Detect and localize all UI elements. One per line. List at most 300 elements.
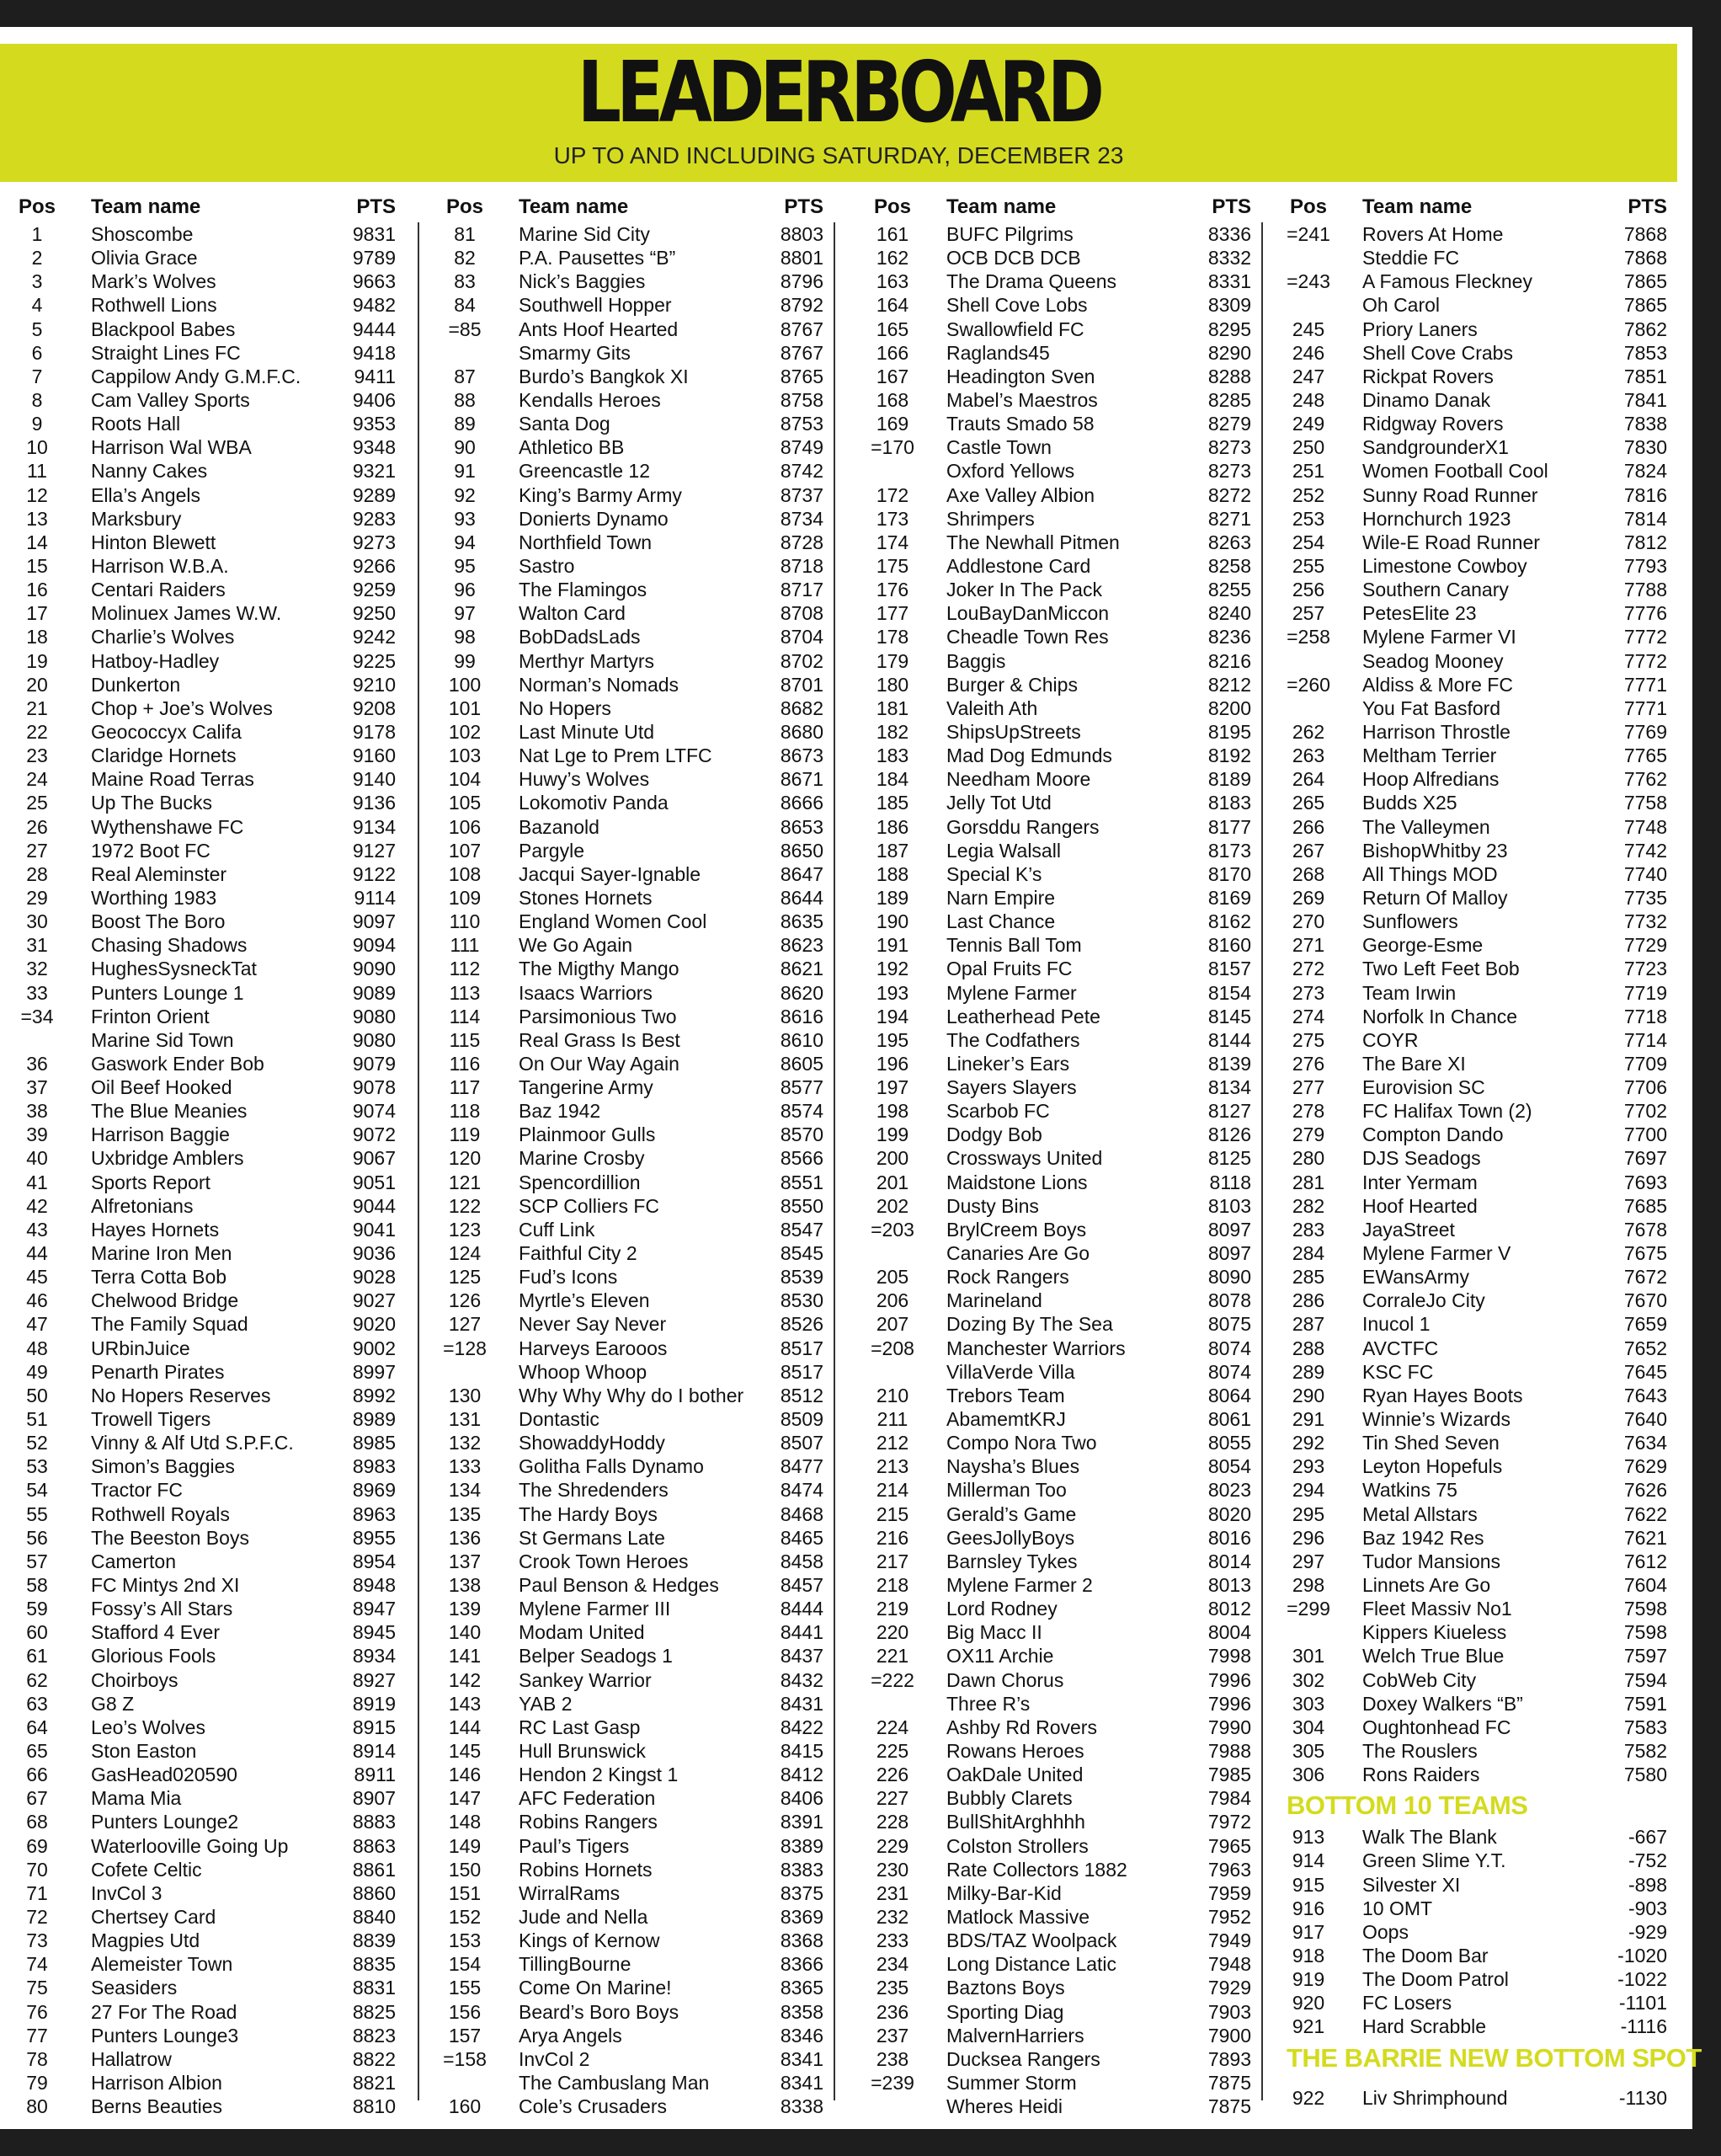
row-points: 8821 xyxy=(352,2071,396,2094)
row-team-name: Bubbly Clarets xyxy=(946,1787,1073,1810)
table-row xyxy=(864,815,1285,839)
row-position: 266 xyxy=(1292,815,1325,838)
row-points: 8406 xyxy=(780,1787,823,1810)
row-points: 8863 xyxy=(352,1834,396,1857)
row-team-name: Oughtonhead FC xyxy=(1362,1716,1511,1738)
row-points: 8526 xyxy=(780,1313,823,1336)
table-row xyxy=(8,507,429,531)
table-row xyxy=(436,601,857,625)
row-position: 120 xyxy=(448,1147,482,1170)
row-points: 8517 xyxy=(780,1337,823,1359)
row-points: 7793 xyxy=(1623,554,1667,577)
row-team-name: Oil Beef Hooked xyxy=(91,1076,232,1099)
table-row xyxy=(436,388,857,412)
row-team-name: Cappilow Andy G.M.F.C. xyxy=(91,365,301,387)
row-points: 8075 xyxy=(1207,1313,1251,1336)
table-row xyxy=(864,1952,1285,1976)
row-position: 87 xyxy=(454,365,476,387)
row-points: 8273 xyxy=(1207,436,1251,459)
table-row xyxy=(436,839,857,862)
table-row xyxy=(1280,270,1701,293)
row-team-name: InvCol 2 xyxy=(519,2047,590,2070)
row-team-name: Athletico BB xyxy=(519,436,625,459)
table-row xyxy=(8,459,429,483)
table-row xyxy=(864,293,1285,317)
row-points: 7693 xyxy=(1623,1171,1667,1193)
table-row xyxy=(8,222,429,246)
row-points: 8183 xyxy=(1207,792,1251,814)
row-points: 7865 xyxy=(1623,294,1667,317)
row-team-name: No Hopers xyxy=(519,696,611,719)
row-points: 9283 xyxy=(352,507,396,530)
table-row xyxy=(1280,1384,1701,1407)
table-row xyxy=(436,862,857,886)
row-team-name: Roots Hall xyxy=(91,413,181,435)
row-team-name: COYR xyxy=(1362,1028,1419,1051)
column-header xyxy=(864,192,1285,222)
row-points: 7685 xyxy=(1623,1194,1667,1217)
row-position: 252 xyxy=(1292,483,1325,506)
row-position: 50 xyxy=(26,1384,48,1406)
table-row xyxy=(8,1360,429,1384)
row-team-name: Hull Brunswick xyxy=(519,1740,646,1762)
row-points: 7830 xyxy=(1623,436,1667,459)
header-banner xyxy=(0,44,1677,182)
table-row xyxy=(436,1929,857,1952)
row-team-name: Beard’s Boro Boys xyxy=(519,2000,679,2023)
row-position: 95 xyxy=(454,554,476,577)
row-team-name: Jelly Tot Utd xyxy=(946,792,1052,814)
table-row xyxy=(8,293,429,317)
row-team-name: Steddie FC xyxy=(1362,247,1460,270)
table-row xyxy=(1280,1825,1701,1849)
row-position: 145 xyxy=(448,1740,482,1762)
row-points: -1101 xyxy=(1618,1992,1667,2015)
row-points: 9134 xyxy=(352,815,396,838)
row-position: 123 xyxy=(448,1218,482,1241)
row-team-name: On Our Way Again xyxy=(519,1052,679,1075)
row-team-name: Lokomotiv Panda xyxy=(519,792,669,814)
row-team-name: Real Grass Is Best xyxy=(519,1028,680,1051)
table-row xyxy=(864,578,1285,601)
row-points: 7776 xyxy=(1623,602,1667,625)
row-team-name: Nat Lge to Prem LTFC xyxy=(519,744,712,767)
row-points: 8288 xyxy=(1207,365,1251,387)
row-team-name: Straight Lines FC xyxy=(91,341,241,364)
row-points: 7629 xyxy=(1623,1455,1667,1478)
row-team-name: Paul’s Tigers xyxy=(519,1834,630,1857)
row-points: 7643 xyxy=(1623,1384,1667,1406)
row-points: 8969 xyxy=(352,1479,396,1502)
row-team-name: Wythenshawe FC xyxy=(91,815,244,838)
row-points: 9250 xyxy=(352,602,396,625)
table-row xyxy=(864,1241,1285,1265)
row-team-name: OakDale United xyxy=(946,1764,1084,1786)
row-points: 8718 xyxy=(780,554,823,577)
row-position: 68 xyxy=(26,1811,48,1833)
row-team-name: Boost The Boro xyxy=(91,910,226,933)
table-row xyxy=(436,744,857,767)
row-position: =241 xyxy=(1287,223,1330,245)
row-points: 7597 xyxy=(1623,1645,1667,1668)
row-team-name: Gorsddu Rangers xyxy=(946,815,1100,838)
row-position: 225 xyxy=(876,1740,909,1762)
bottom-spot-heading xyxy=(1280,2039,1701,2078)
row-points: 8550 xyxy=(780,1194,823,1217)
row-points: 7788 xyxy=(1623,579,1667,601)
row-points: 8666 xyxy=(780,792,823,814)
table-row xyxy=(864,720,1285,744)
row-position: 288 xyxy=(1292,1337,1325,1359)
row-points: 8285 xyxy=(1207,388,1251,411)
row-team-name: AFC Federation xyxy=(519,1787,656,1810)
row-points: 7990 xyxy=(1207,1716,1251,1738)
row-team-name: Harveys Earooos xyxy=(519,1337,668,1359)
row-points: 7622 xyxy=(1623,1502,1667,1525)
row-team-name: Rowans Heroes xyxy=(946,1740,1084,1762)
row-position: 228 xyxy=(876,1811,909,1833)
column-header xyxy=(436,192,857,222)
row-position: 277 xyxy=(1292,1076,1325,1099)
row-team-name: Marine Crosby xyxy=(519,1147,645,1170)
table-row xyxy=(864,270,1285,293)
table-row xyxy=(864,507,1285,531)
row-points: 8635 xyxy=(780,910,823,933)
table-row xyxy=(1280,1550,1701,1573)
row-points: 7758 xyxy=(1623,792,1667,814)
row-points: 8647 xyxy=(780,862,823,885)
table-row xyxy=(8,554,429,578)
row-points: 9036 xyxy=(352,1242,396,1265)
row-position: 39 xyxy=(26,1123,48,1146)
table-row xyxy=(8,1786,429,1810)
row-team-name: Tangerine Army xyxy=(519,1076,653,1099)
row-position: 302 xyxy=(1292,1668,1325,1691)
table-row xyxy=(436,507,857,531)
row-position: 82 xyxy=(454,247,476,270)
row-position: 196 xyxy=(876,1052,909,1075)
row-points: 7732 xyxy=(1623,910,1667,933)
row-team-name: Tennis Ball Tom xyxy=(946,934,1082,957)
table-row xyxy=(1280,435,1701,459)
row-position: 205 xyxy=(876,1266,909,1289)
row-points: 8134 xyxy=(1207,1076,1251,1099)
row-position: 127 xyxy=(448,1313,482,1336)
table-row xyxy=(1280,673,1701,696)
table-row xyxy=(1280,1526,1701,1550)
row-position: 157 xyxy=(448,2024,482,2047)
row-points: 7582 xyxy=(1623,1740,1667,1762)
table-row xyxy=(8,270,429,293)
row-position: 24 xyxy=(26,768,48,791)
table-row xyxy=(1280,388,1701,412)
row-team-name: Why Why Why do I bother xyxy=(519,1384,744,1406)
row-points: 8737 xyxy=(780,483,823,506)
row-position: 292 xyxy=(1292,1432,1325,1454)
table-row xyxy=(8,1834,429,1858)
row-team-name: Rickpat Rovers xyxy=(1362,365,1494,387)
row-team-name: The Newhall Pitmen xyxy=(946,531,1120,553)
row-team-name: Hendon 2 Kingst 1 xyxy=(519,1764,679,1786)
row-position: 155 xyxy=(448,1977,482,1999)
row-team-name: Donierts Dynamo xyxy=(519,507,669,530)
row-team-name: Mylene Farmer VI xyxy=(1362,626,1516,648)
table-row xyxy=(436,720,857,744)
row-points: 9090 xyxy=(352,958,396,980)
row-points: 8728 xyxy=(780,531,823,553)
row-position: 164 xyxy=(876,294,909,317)
row-points: 7985 xyxy=(1207,1764,1251,1786)
row-team-name: Leyton Hopefuls xyxy=(1362,1455,1503,1478)
row-team-name: Molinuex James W.W. xyxy=(91,602,282,625)
table-row xyxy=(864,862,1285,886)
row-points: -898 xyxy=(1628,1873,1667,1896)
row-team-name: Inter Yermam xyxy=(1362,1171,1478,1193)
row-team-name: Seasiders xyxy=(91,1977,178,1999)
row-position: 183 xyxy=(876,744,909,767)
column-header xyxy=(8,192,429,222)
column-divider xyxy=(834,222,835,2100)
table-row xyxy=(8,2071,429,2095)
row-position: 284 xyxy=(1292,1242,1325,1265)
row-team-name: Ston Easton xyxy=(91,1740,197,1762)
row-points: 9225 xyxy=(352,649,396,672)
table-row xyxy=(8,1810,429,1833)
row-position: 273 xyxy=(1292,981,1325,1004)
table-row xyxy=(436,1146,857,1170)
row-team-name: FC Halifax Town (2) xyxy=(1362,1100,1532,1123)
table-row xyxy=(436,1763,857,1786)
row-points: 8717 xyxy=(780,579,823,601)
table-row xyxy=(864,1739,1285,1763)
row-position: =222 xyxy=(871,1668,914,1691)
row-points: 8097 xyxy=(1207,1218,1251,1241)
table-row xyxy=(1280,1849,1701,1872)
row-points: 7816 xyxy=(1623,483,1667,506)
row-team-name: No Hopers Reserves xyxy=(91,1384,271,1406)
row-points: 8309 xyxy=(1207,294,1251,317)
row-team-name: Myrtle’s Eleven xyxy=(519,1289,650,1312)
row-position: 97 xyxy=(454,602,476,625)
row-team-name: DJS Seadogs xyxy=(1362,1147,1481,1170)
table-row xyxy=(436,696,857,720)
row-position: 12 xyxy=(26,483,48,506)
table-row xyxy=(1280,1668,1701,1692)
row-team-name: Trowell Tigers xyxy=(91,1408,211,1431)
row-team-name: Harrison W.B.A. xyxy=(91,554,229,577)
row-position: 18 xyxy=(26,626,48,648)
row-position: 197 xyxy=(876,1076,909,1099)
row-position: 117 xyxy=(449,1076,481,1099)
row-points: 8216 xyxy=(1207,649,1251,672)
row-team-name: Doxey Walkers “B” xyxy=(1362,1692,1523,1715)
row-points: 8650 xyxy=(780,839,823,862)
row-position: 213 xyxy=(876,1455,909,1478)
table-row xyxy=(8,2095,429,2118)
row-points: 8919 xyxy=(352,1692,396,1715)
row-team-name: Paul Benson & Hedges xyxy=(519,1574,719,1597)
row-position: 132 xyxy=(448,1432,482,1454)
row-position: 922 xyxy=(1292,2086,1325,2109)
table-row xyxy=(8,673,429,696)
row-position: 13 xyxy=(26,507,48,530)
row-team-name: Southwell Hopper xyxy=(519,294,672,317)
table-row xyxy=(436,1573,857,1597)
row-team-name: George-Esme xyxy=(1362,934,1484,957)
row-position: 152 xyxy=(448,1905,482,1928)
table-row xyxy=(1280,1944,1701,1967)
table-row xyxy=(436,815,857,839)
row-team-name: Dontastic xyxy=(519,1408,599,1431)
table-row xyxy=(436,365,857,388)
row-position: 126 xyxy=(448,1289,482,1312)
row-team-name: The Cambuslang Man xyxy=(519,2071,710,2094)
row-team-name: Choirboys xyxy=(91,1668,178,1691)
row-team-name: Sports Report xyxy=(91,1171,210,1193)
row-points: 8383 xyxy=(780,1858,823,1881)
row-team-name: Come On Marine! xyxy=(519,1977,672,1999)
row-points: 8055 xyxy=(1207,1432,1251,1454)
table-row xyxy=(436,293,857,317)
row-position: 165 xyxy=(876,318,909,340)
pos-header: Pos xyxy=(18,195,56,218)
row-team-name: Compo Nora Two xyxy=(946,1432,1097,1454)
table-row xyxy=(436,1241,857,1265)
spacer xyxy=(1280,2078,1701,2086)
row-team-name: Marineland xyxy=(946,1289,1042,1312)
row-team-name: Mark’s Wolves xyxy=(91,270,216,293)
standings-column-3 xyxy=(864,192,1285,2118)
row-position: 210 xyxy=(876,1384,909,1406)
row-points: 8192 xyxy=(1207,744,1251,767)
row-points: 8054 xyxy=(1207,1455,1251,1478)
table-row xyxy=(8,720,429,744)
row-points: 8742 xyxy=(780,460,823,483)
row-team-name: Greencastle 12 xyxy=(519,460,650,483)
row-team-name: Hallatrow xyxy=(91,2047,172,2070)
row-points: 8539 xyxy=(780,1266,823,1289)
row-position: 304 xyxy=(1292,1716,1325,1738)
row-points: -929 xyxy=(1628,1920,1667,1943)
table-row xyxy=(436,1265,857,1289)
row-team-name: Olivia Grace xyxy=(91,247,198,270)
row-points: 9072 xyxy=(352,1123,396,1146)
table-row xyxy=(864,1976,1285,1999)
row-points: 7929 xyxy=(1207,1977,1251,1999)
row-team-name: Women Football Cool xyxy=(1362,460,1548,483)
row-position: 2 xyxy=(31,247,43,270)
row-points: 7814 xyxy=(1623,507,1667,530)
row-position: 112 xyxy=(449,958,481,980)
row-team-name: Trebors Team xyxy=(946,1384,1065,1406)
row-position: 109 xyxy=(448,886,482,909)
row-position: 186 xyxy=(876,815,909,838)
table-row xyxy=(436,2024,857,2047)
row-position: 9 xyxy=(31,413,43,435)
table-row xyxy=(8,601,429,625)
row-position: 306 xyxy=(1292,1764,1325,1786)
row-position: 279 xyxy=(1292,1123,1325,1146)
row-team-name: Axe Valley Albion xyxy=(946,483,1095,506)
row-position: 232 xyxy=(876,1905,909,1928)
row-position: 22 xyxy=(26,720,48,743)
row-team-name: Addlestone Card xyxy=(946,554,1091,577)
table-row xyxy=(864,1218,1285,1241)
row-team-name: GeesJollyBoys xyxy=(946,1526,1075,1549)
row-position: 65 xyxy=(26,1740,48,1762)
row-points: 7723 xyxy=(1623,958,1667,980)
table-row xyxy=(864,1265,1285,1289)
row-team-name: Chasing Shadows xyxy=(91,934,248,957)
row-team-name: Harrison Throstle xyxy=(1362,720,1511,743)
table-row xyxy=(864,791,1285,814)
row-team-name: Meltham Terrier xyxy=(1362,744,1497,767)
row-position: 270 xyxy=(1292,910,1325,933)
table-row xyxy=(1280,2086,1701,2110)
row-team-name: Fleet Massiv No1 xyxy=(1362,1598,1512,1620)
table-row xyxy=(8,1337,429,1360)
row-position: 193 xyxy=(876,981,909,1004)
team-name-header: Team name xyxy=(91,195,201,218)
row-position: 111 xyxy=(450,934,480,957)
row-team-name: Baggis xyxy=(946,649,1006,672)
row-position: 44 xyxy=(26,1242,48,1265)
row-points: 8507 xyxy=(780,1432,823,1454)
row-points: 8012 xyxy=(1207,1598,1251,1620)
row-position: 30 xyxy=(26,910,48,933)
row-points: 7735 xyxy=(1623,886,1667,909)
row-points: 7748 xyxy=(1623,815,1667,838)
table-row xyxy=(864,1146,1285,1170)
row-position: 217 xyxy=(876,1550,909,1572)
page-title: LEADERBOARD xyxy=(577,43,1100,141)
row-position: 227 xyxy=(876,1787,909,1810)
row-team-name: Norfolk In Chance xyxy=(1362,1005,1518,1027)
pts-header: PTS xyxy=(1628,195,1667,218)
row-position: 69 xyxy=(26,1834,48,1857)
row-position: 201 xyxy=(876,1171,909,1193)
row-position: 226 xyxy=(876,1764,909,1786)
row-team-name: Aldiss & More FC xyxy=(1362,673,1513,696)
row-points: 8914 xyxy=(352,1740,396,1762)
table-row xyxy=(8,1194,429,1218)
table-row xyxy=(436,1478,857,1502)
table-row xyxy=(864,673,1285,696)
table-row xyxy=(8,1620,429,1644)
row-team-name: Narn Empire xyxy=(946,886,1056,909)
row-points: 9089 xyxy=(352,981,396,1004)
row-points: 7900 xyxy=(1207,2024,1251,2047)
row-points: 8415 xyxy=(780,1740,823,1762)
row-team-name: Kippers Kiueless xyxy=(1362,1621,1507,1644)
row-position: 176 xyxy=(876,579,909,601)
row-points: 8078 xyxy=(1207,1289,1251,1312)
table-row xyxy=(864,625,1285,648)
table-row xyxy=(436,2000,857,2024)
row-team-name: Trauts Smado 58 xyxy=(946,413,1095,435)
table-row xyxy=(436,649,857,673)
column-divider xyxy=(1261,222,1263,2100)
row-team-name: Crook Town Heroes xyxy=(519,1550,689,1572)
table-row xyxy=(864,1075,1285,1099)
leaderboard-page xyxy=(0,27,1702,2129)
row-points: 7740 xyxy=(1623,862,1667,885)
row-position: 74 xyxy=(26,1953,48,1976)
table-row xyxy=(8,933,429,957)
row-position: 25 xyxy=(26,792,48,814)
row-team-name: BDS/TAZ Woolpack xyxy=(946,1929,1117,1952)
row-position: 172 xyxy=(876,483,909,506)
